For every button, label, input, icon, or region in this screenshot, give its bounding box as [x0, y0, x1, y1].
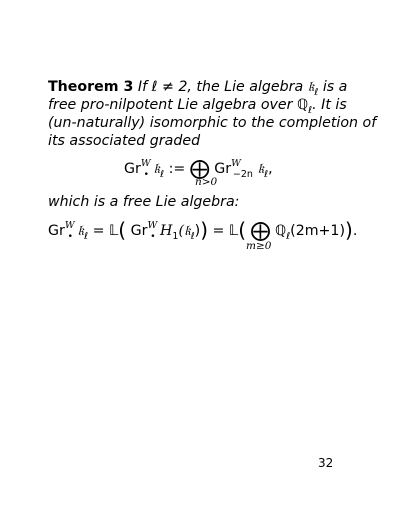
eq2-inner-bullet: •	[150, 232, 156, 242]
eq2-eq2: = 𝕃	[208, 223, 239, 239]
eq2-inner-sup: W	[147, 220, 158, 231]
eq2-h: H	[155, 223, 173, 239]
theorem-line-4: its associated graded	[48, 133, 201, 149]
eq1-bullet: •	[143, 170, 149, 180]
theorem-text-1: If ℓ ≠ 2, the Lie algebra 𝔨	[133, 79, 315, 95]
eq1-assign: :=	[168, 161, 186, 177]
eq2-end: .	[352, 223, 358, 239]
theorem-label: Theorem 3	[48, 79, 134, 95]
eq2-rparen: )	[200, 218, 208, 242]
eq2-gr: Gr	[48, 223, 65, 239]
eq2-under: m≥0	[246, 240, 272, 252]
eq2-q-arg: (2m+1)	[290, 223, 345, 239]
theorem-text-1-end: is a	[318, 79, 348, 95]
theorem-line-1	[48, 78, 347, 98]
eq2-frak-sub: ℓ	[84, 231, 89, 242]
theorem-text-2: free pro-nilpotent Lie algebra over ℚ	[48, 97, 309, 113]
theorem-text-2-sub: ℓ	[308, 105, 313, 116]
eq1-end: ,	[268, 161, 273, 177]
eq1-frak-sub: ℓ	[160, 169, 165, 180]
eq2-q: ℚ	[270, 223, 287, 239]
between-text: which is a free Lie algebra:	[48, 194, 240, 210]
eq2-lparen: (	[118, 218, 127, 242]
equation-2	[48, 216, 357, 240]
eq1-gr: Gr	[124, 161, 141, 177]
eq2-q-sub: ℓ	[286, 231, 291, 242]
eq2-h-close: )	[194, 223, 201, 239]
eq2-rparen2: )	[345, 218, 353, 242]
eq1-rhs-frak: 𝔨	[257, 161, 265, 177]
eq2-lparen2: (	[238, 218, 247, 242]
eq2-h-arg: (𝔨	[178, 223, 191, 239]
eq2-oplus: ⨁	[250, 218, 271, 242]
eq1-gr-sup: W	[140, 158, 151, 169]
eq1-frak: 𝔨	[153, 161, 161, 177]
eq1-oplus: ⨁	[189, 156, 210, 180]
eq1-rhs-sup: W	[231, 158, 241, 169]
page-number: 32	[318, 456, 334, 470]
theorem-text-2-end: . It is	[312, 97, 347, 113]
theorem-line-2	[48, 96, 347, 116]
eq2-h-sub: 1	[172, 231, 179, 242]
eq2-eq1: = 𝕃	[88, 223, 119, 239]
theorem-text-1-sub: ℓ	[314, 87, 319, 98]
eq2-sup: W	[64, 220, 75, 231]
equation-1	[124, 154, 273, 178]
eq2-h-arg-sub: ℓ	[190, 231, 195, 242]
theorem-line-3: (un-naturally) isomorphic to the completion of	[48, 115, 377, 131]
eq1-rhs-sub: −2n	[232, 169, 253, 180]
eq1-under: n>0	[195, 176, 218, 188]
eq2-frak: 𝔨	[77, 223, 85, 239]
eq1-rhs-frak-sub: ℓ	[264, 169, 269, 180]
eq2-bullet: •	[67, 232, 73, 242]
eq2-inner-gr: Gr	[130, 223, 148, 239]
eq1-rhs-gr: Gr	[214, 161, 232, 177]
